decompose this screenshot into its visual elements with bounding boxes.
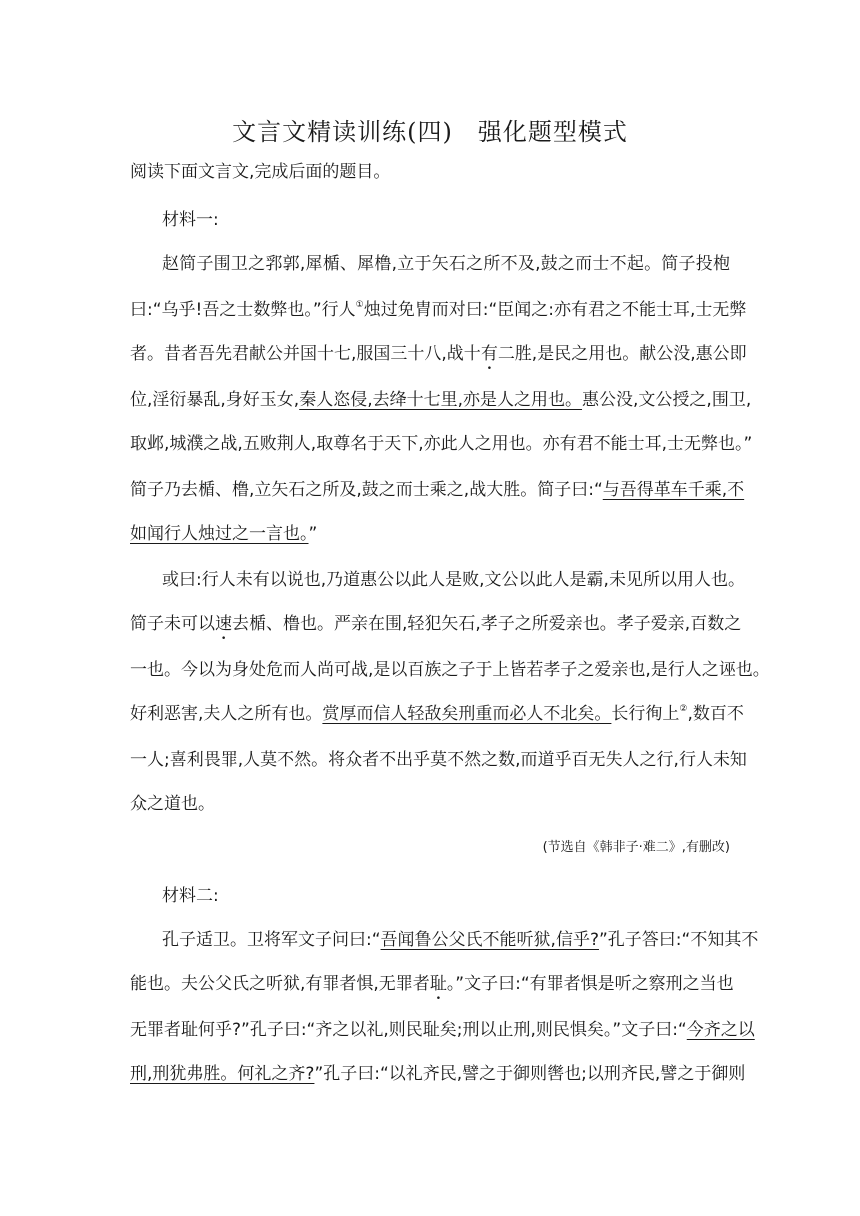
material1-label: 材料一: xyxy=(162,210,219,230)
passage-line xyxy=(130,658,770,682)
emphasis-dot-char: 有 xyxy=(480,344,498,364)
footnote-marker[interactable]: ① xyxy=(355,300,364,310)
line-text: ”孔子答曰:“不知其不 xyxy=(598,930,759,950)
line-text: ,数百不 xyxy=(687,704,744,724)
passage-line xyxy=(130,792,730,816)
passage-line xyxy=(130,432,753,456)
underlined-sentence: 吾闻鲁公父氏不能听狱,信乎? xyxy=(380,930,599,950)
underlined-sentence: 赏厚而信人轻敌矣刑重而必人不北矣。 xyxy=(322,704,612,724)
line-text: 。”文子曰:“有罪者惧是听之察刑之当也 xyxy=(446,974,734,994)
line-text: 去楯、橹也。严亲在围,轻犯矢石,孝子之所爱亲也。孝子爱亲,百数之 xyxy=(232,614,742,634)
line-text: 长行徇上 xyxy=(611,704,680,724)
instruction-text: 阅读下面文言文,完成后面的题目。 xyxy=(130,162,391,182)
underlined-sentence: 与吾得革车千乘,不 xyxy=(602,480,745,500)
line-text: 曰:“乌乎!吾之士数弊也。”行人 xyxy=(130,300,356,320)
emphasis-dot-char: 耻 xyxy=(429,974,447,994)
emphasis-dot-char: 速 xyxy=(215,614,232,634)
line-text: 一也。今以为身处危而人尚可战,是以百族之子于上皆若孝子之爱亲也,是行人之诬也。 xyxy=(130,660,770,680)
passage-line xyxy=(130,1062,746,1086)
line-text: 赵简子围卫之郛郭,犀楯、犀橹,立于矢石之所不及,鼓之而士不起。简子投枹 xyxy=(162,254,730,274)
line-text: 好利恶害,夫人之所有也。 xyxy=(130,704,323,724)
line-text: 简子未可以 xyxy=(130,614,215,634)
line-text: 众之道也。 xyxy=(130,794,215,814)
material2-label: 材料二: xyxy=(162,886,219,906)
underlined-sentence: 如闻行人烛过之一言也。 xyxy=(130,524,309,544)
passage-line xyxy=(130,342,747,374)
line-text: 者。昔者吾先君献公并国十七,服国三十八,战十 xyxy=(130,344,481,364)
page-title: 文言文精读训练(四) 强化题型模式 xyxy=(232,118,628,146)
source-citation: (节选自《韩非子·难二》,有删改) xyxy=(542,840,730,855)
underlined-sentence: 今齐之以 xyxy=(686,1020,755,1040)
passage-line xyxy=(130,702,744,726)
passage-line xyxy=(130,522,730,546)
line-text: 能也。夫公父氏之听狱,有罪者惧,无罪者 xyxy=(130,974,430,994)
passage-line xyxy=(130,972,734,1004)
passage-line xyxy=(130,748,747,772)
line-text: 或曰:行人未有以说也,乃道惠公以此人是败,文公以此人是霸,未见所以用人也。 xyxy=(162,570,745,590)
line-text: 二胜,是民之用也。献公没,惠公即 xyxy=(497,344,747,364)
line-text: 孔子适卫。卫将军文子问曰:“ xyxy=(162,930,381,950)
passage-line xyxy=(130,1018,755,1042)
line-text: 位,淫衍暴乱,身好玉女, xyxy=(130,390,300,410)
footnote-marker[interactable]: ② xyxy=(679,704,688,714)
line-text: 取邺,城濮之战,五败荆人,取尊名于天下,亦此人之用也。亦有君不能士耳,士无弊也。” xyxy=(130,434,753,454)
line-text: 惠公没,文公授之,围卫, xyxy=(582,390,752,410)
passage-line xyxy=(130,478,745,502)
underlined-sentence: 刑,刑犹弗胜。何礼之齐? xyxy=(130,1064,315,1084)
line-text: 无罪者耻何乎?”孔子曰:“齐之以礼,则民耻矣;刑以止刑,则民惧矣。”文子曰:“ xyxy=(130,1020,687,1040)
passage-line xyxy=(130,388,752,412)
underlined-sentence: 秦人恣侵,去绛十七里,亦是人之用也。 xyxy=(299,390,583,410)
passage-line xyxy=(130,298,747,322)
passage-line xyxy=(130,612,742,644)
line-text: 一人;喜利畏罪,人莫不然。将众者不出乎莫不然之数,而道乎百无失人之行,行人未知 xyxy=(130,750,747,770)
line-text: 烛过免胄而对曰:“臣闻之:亦有君之不能士耳,士无弊 xyxy=(363,300,747,320)
passage-line xyxy=(162,928,759,952)
line-text: 简子乃去楯、橹,立矢石之所及,鼓之而士乘之,战大胜。简子曰:“ xyxy=(130,480,603,500)
passage-line xyxy=(162,252,730,276)
line-text: ”孔子曰:“以礼齐民,譬之于御则辔也;以刑齐民,譬之于御则 xyxy=(314,1064,746,1084)
line-text: ” xyxy=(308,524,318,544)
passage-line xyxy=(162,568,745,592)
